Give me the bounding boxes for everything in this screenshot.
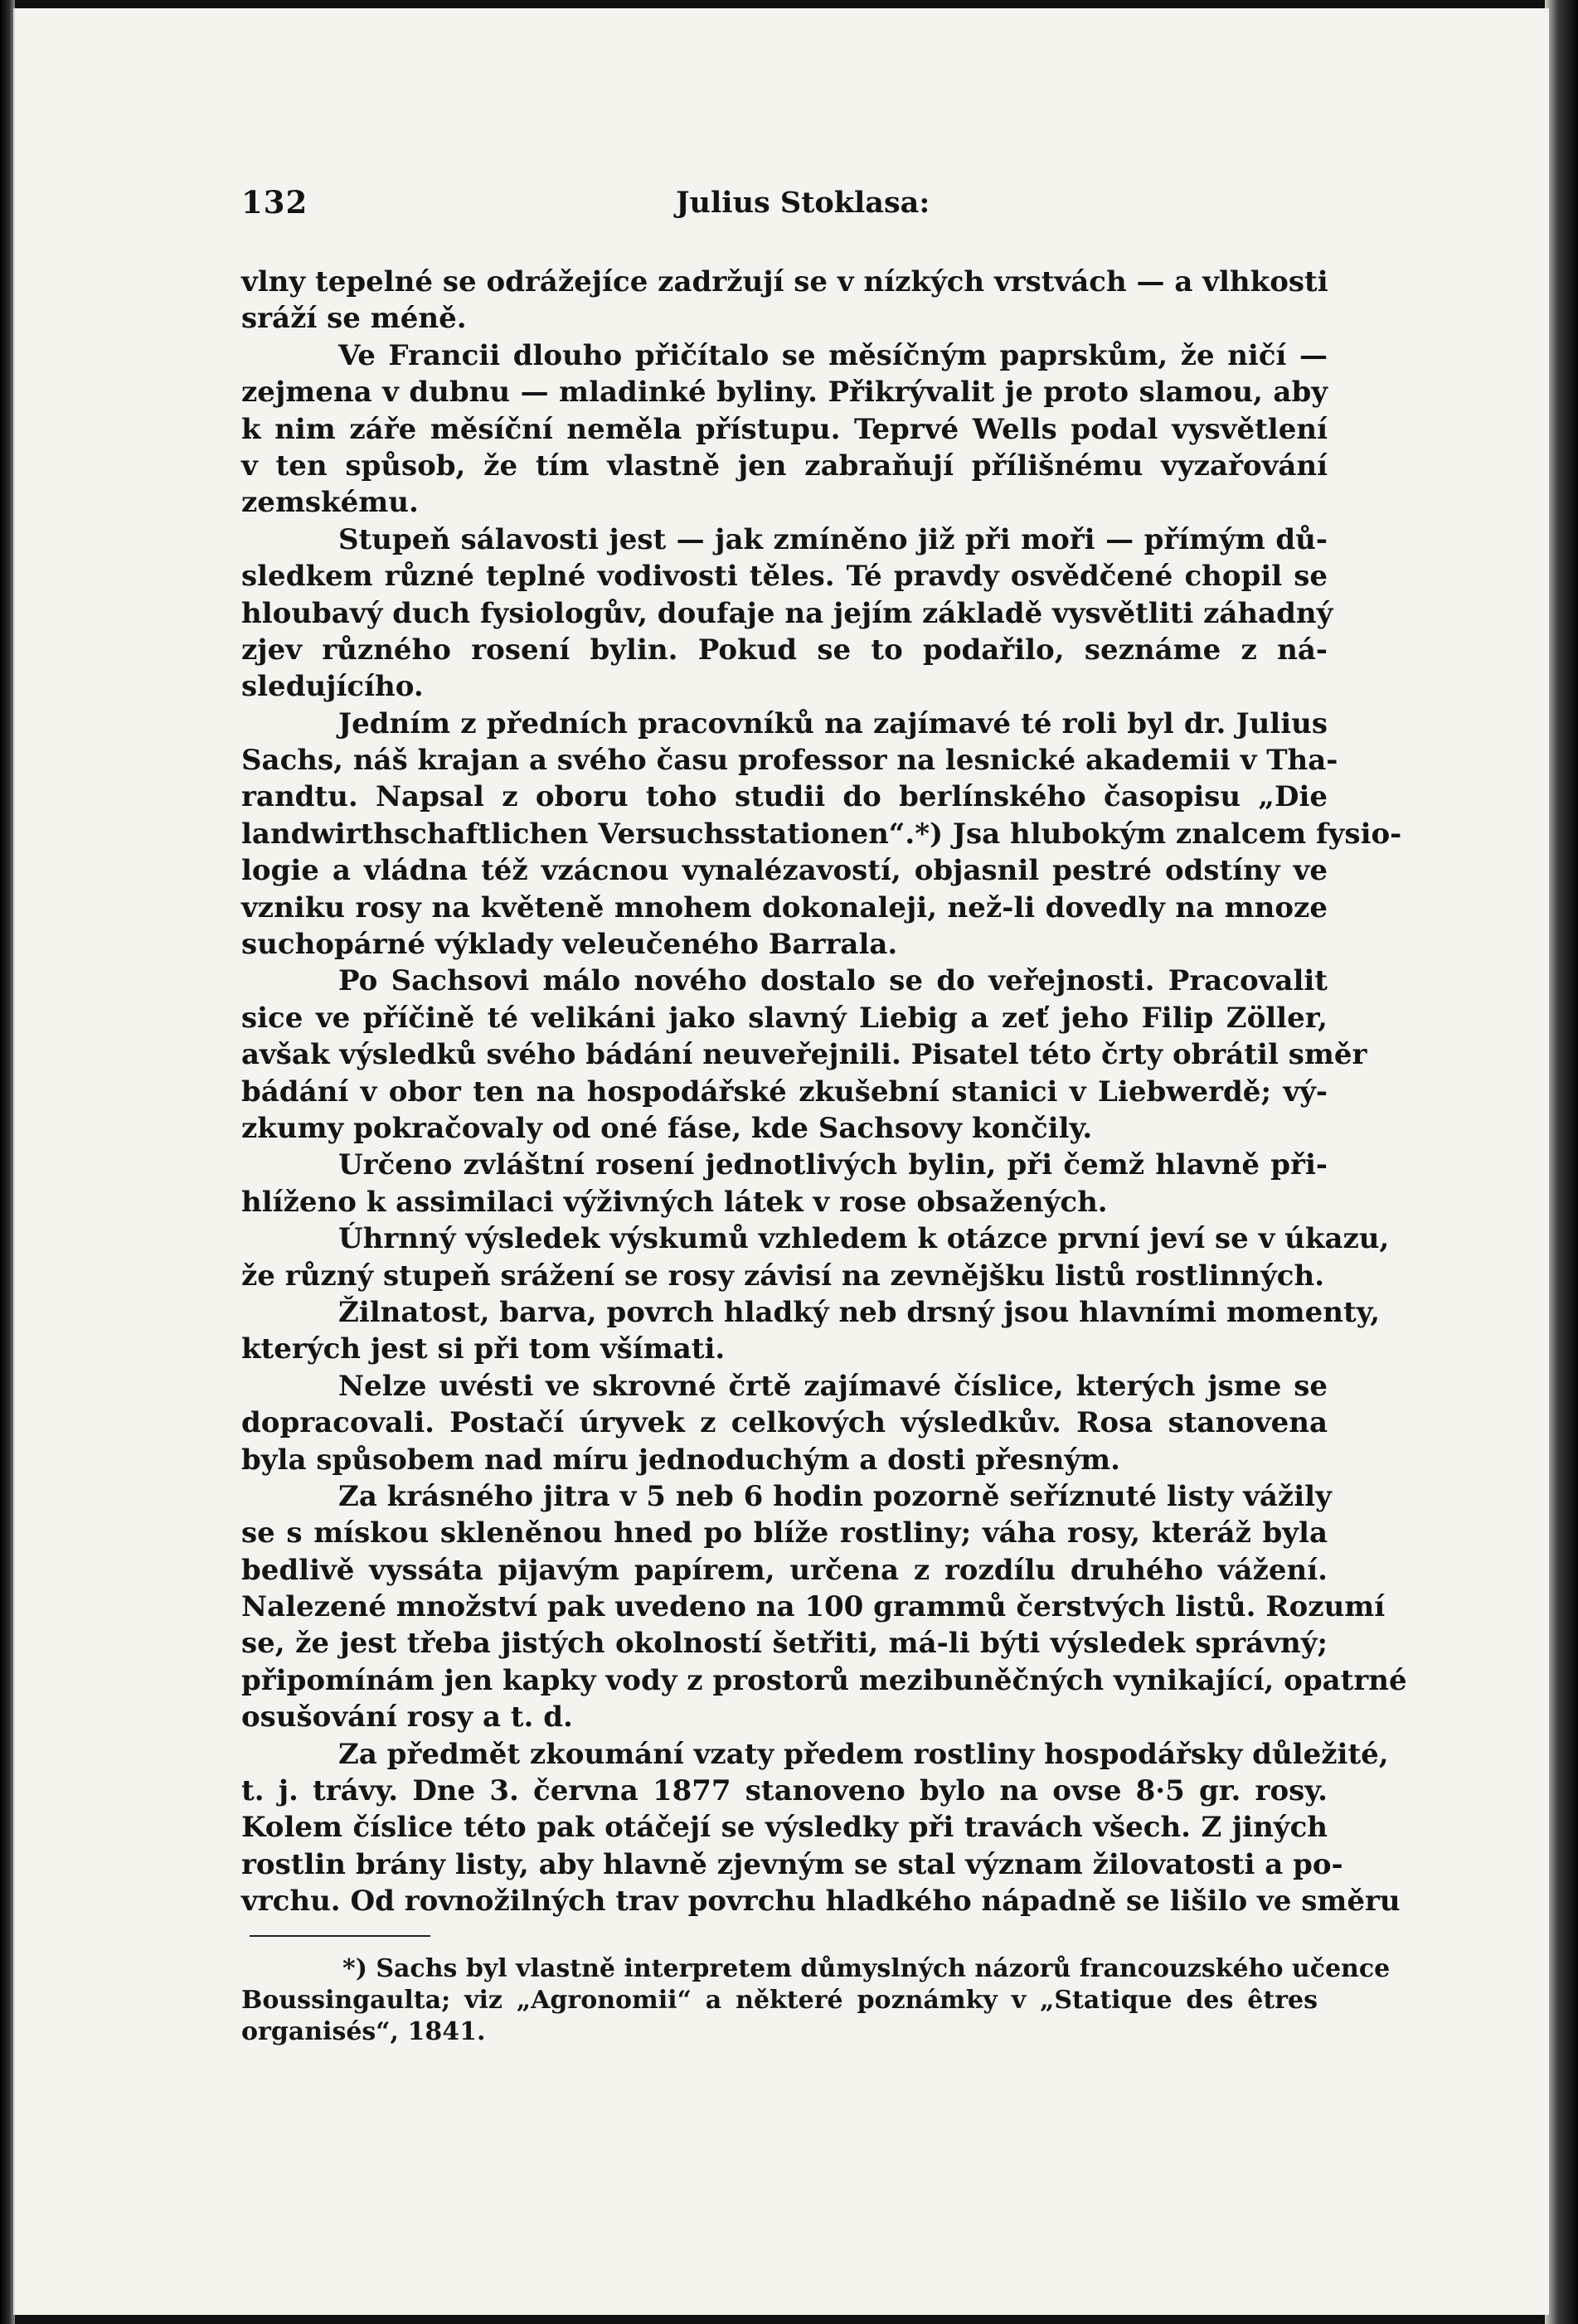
text-line: vlny tepelné se odrážejíce zadržují se v nízkých vrstvách — a vlhkosti xyxy=(241,265,1328,298)
text-line: Jedním z předních pracovníků na zajímavé té roli byl dr. Julius xyxy=(338,706,1328,740)
text-line: že různý stupeň srážení se rosy závisí na zevnějšku listů rostlinných. xyxy=(241,1259,1325,1293)
text-line: zkumy pokračovaly od oné fáse, kde Sachsovy končily. xyxy=(241,1111,1093,1145)
text-line: zemskému. xyxy=(241,486,419,520)
footnote-line: *) Sachs byl vlastně interpretem důmyslných názorů francouzského učence xyxy=(342,1954,1391,1983)
text-line: Sachs, náš krajan a svého času professor na lesnické akademii v Tha- xyxy=(241,744,1338,778)
text-line: se, že jest třeba jistých okolností šetřiti, má-li býti výsledek správný; xyxy=(241,1627,1328,1661)
text-line: Úhrnný výsledek výskumů vzhledem k otázce první jeví se v úkazu, xyxy=(338,1222,1390,1256)
text-line: Stupeň sálavosti jest — jak zmíněno již při moři — přímým dů- xyxy=(338,522,1328,556)
footnote xyxy=(241,1953,1391,2048)
text-line: Nalezené množství pak uvedeno na 100 grammů čerstvých listů. Rozumí xyxy=(241,1590,1386,1624)
text-line: sráží se méně. xyxy=(241,302,467,336)
text-line: zjev různého rosení bylin. Pokud se to podařilo, seznáme z ná- xyxy=(241,633,1328,667)
text-line: Nelze uvésti ve skrovné črtě zajímavé číslice, kterých jsme se xyxy=(338,1369,1328,1403)
text-line: Žilnatost, barva, povrch hladký neb drsný jsou hlavními momenty, xyxy=(338,1295,1381,1329)
scan-border-right xyxy=(1545,0,1578,2324)
text-line: Kolem číslice této pak otáčejí se výsledky při travách všech. Z jiných xyxy=(241,1811,1328,1845)
text-line: bedlivě vyssáta pijavým papírem, určena z rozdílu druhého vážení. xyxy=(241,1553,1328,1587)
text-line: sledujícího. xyxy=(241,670,424,704)
text-line: kterých jest si při tom všímati. xyxy=(241,1332,726,1366)
text-line: rostlin brány listy, aby hlavně zjevným se stal význam žilovatosti a po- xyxy=(241,1847,1343,1881)
footnote-line: organisés“, 1841. xyxy=(241,2017,486,2046)
text-line: vrchu. Od rovnožilných trav povrchu hladkého nápadně se lišilo ve směru xyxy=(241,1885,1401,1919)
text-line: suchopárné výklady veleučeného Barrala. xyxy=(241,928,898,962)
text-line: Za krásného jitra v 5 neb 6 hodin pozorně seříznuté listy vážily xyxy=(338,1479,1332,1513)
text-line: se s mískou skleněnou hned po blíže rostliny; váha rosy, kteráž byla xyxy=(241,1516,1328,1550)
text-line: v ten spůsob, že tím vlastně jen zabraňují přílišnému vyzařování xyxy=(241,449,1328,483)
text-line: zejmena v dubnu — mladinké byliny. Přikrývalit je proto slamou, aby xyxy=(241,376,1328,410)
page-header xyxy=(241,184,1328,226)
text-line: dopracovali. Postačí úryvek z celkových výsledkův. Rosa stanovena xyxy=(241,1406,1328,1440)
footnote-divider xyxy=(250,1935,430,1937)
body-text xyxy=(241,264,1407,1920)
text-line: t. j. trávy. Dne 3. června 1877 stanoveno bylo na ovse 8·5 gr. rosy. xyxy=(241,1774,1328,1808)
text-line: bádání v obor ten na hospodářské zkušební stanici v Liebwerdě; vý- xyxy=(241,1075,1328,1109)
text-line: landwirthschaftlichen Versuchsstationen“.*) Jsa hlubokým znalcem fysio- xyxy=(241,817,1402,851)
text-line: Ve Francii dlouho přičítalo se měsíčným paprskům, že ničí — xyxy=(338,338,1328,372)
text-line: avšak výsledků svého bádání neuveřejnili. Pisatel této črty obrátil směr xyxy=(241,1038,1367,1072)
text-line: Určeno zvláštní rosení jednotlivých bylin, při čemž hlavně při- xyxy=(338,1148,1328,1182)
text-line: randtu. Napsal z oboru toho studii do berlínského časopisu „Die xyxy=(241,780,1328,814)
text-line: vzniku rosy na květeně mnohem dokonaleji, než-li dovedly na mnoze xyxy=(241,890,1328,924)
text-line: osušování rosy a t. d. xyxy=(241,1701,573,1735)
text-line: sledkem různé teplné vodivosti těles. Té pravdy osvědčené chopil se xyxy=(241,560,1328,594)
text-line: Za předmět zkoumání vzaty předem rostliny hospodářsky důležité, xyxy=(338,1737,1389,1771)
footnote-line: Boussingaulta; viz „Agronomii“ a některé poznámky v „Statique des êtres xyxy=(241,1986,1318,2015)
text-line: k nim záře měsíční neměla přístupu. Teprvé Wells podal vysvětlení xyxy=(241,412,1328,446)
text-line: Po Sachsovi málo nového dostalo se do veřejnosti. Pracovalit xyxy=(338,964,1328,998)
text-line: byla spůsobem nad míru jednoduchým a dosti přesným. xyxy=(241,1443,1120,1477)
page-number: 132 xyxy=(241,184,308,221)
text-line: hlíženo k assimilaci výživných látek v rose obsažených. xyxy=(241,1185,1108,1219)
text-line: hloubavý duch fysiologův, doufaje na jejím základě vysvětliti záhadný xyxy=(241,596,1333,630)
text-line: sice ve příčině té velikáni jako slavný Liebig a zeť jeho Filip Zöller, xyxy=(241,1001,1328,1035)
text-line: logie a vládna též vzácnou vynalézavostí, objasnil pestré odstíny ve xyxy=(241,854,1328,888)
text-line: připomínám jen kapky vody z prostorů mezibuněčných vynikající, opatrné xyxy=(241,1663,1407,1697)
running-title: Julius Stoklasa: xyxy=(676,186,930,220)
